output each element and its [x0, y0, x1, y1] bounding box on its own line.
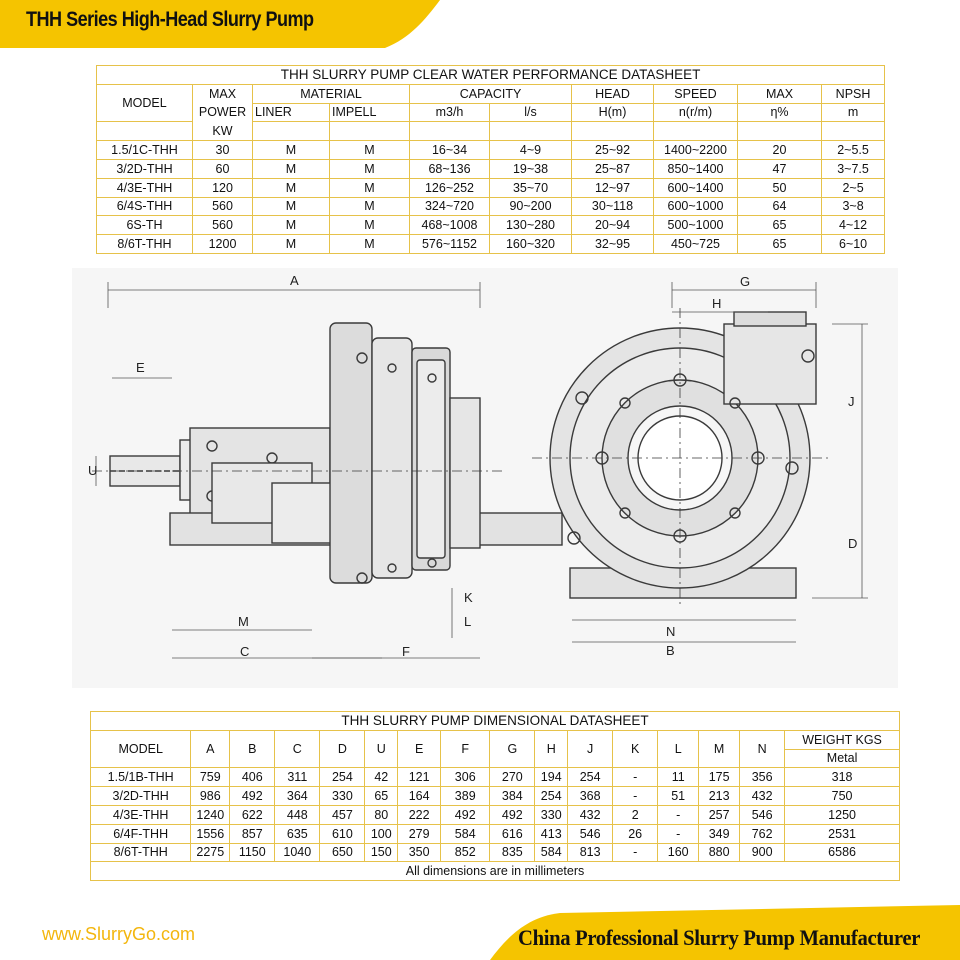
table-row	[91, 843, 900, 862]
footnote-row	[91, 862, 900, 881]
table-cell: 100	[365, 824, 398, 843]
header-max-power: MAX	[193, 84, 253, 103]
table-cell: 432	[568, 805, 613, 824]
table-cell: 3~8	[822, 197, 885, 216]
table-cell: 50	[738, 178, 822, 197]
table-cell: 1150	[230, 843, 275, 862]
dim-label-u: U	[88, 463, 98, 478]
dim-label-n: N	[666, 624, 676, 639]
header-max-eff: MAX	[738, 84, 822, 103]
table-cell: 175	[699, 768, 740, 787]
table-cell: 68~136	[410, 159, 490, 178]
dim-label-b: B	[666, 643, 675, 658]
table-cell: 126~252	[410, 178, 490, 197]
header-blank	[330, 122, 410, 141]
header-dim-u: U	[365, 730, 398, 768]
table-cell: 1200	[193, 235, 253, 254]
header-dim-b: B	[230, 730, 275, 768]
table-cell: 1.5/1B-THH	[91, 768, 191, 787]
table-cell: 32~95	[572, 235, 654, 254]
table-cell: 1.5/1C-THH	[97, 141, 193, 160]
table-cell: 30	[193, 141, 253, 160]
dim-label-j: J	[848, 394, 855, 409]
table-cell: 2275	[191, 843, 230, 862]
dim-label-k: K	[464, 590, 473, 605]
header-eta: η%	[738, 103, 822, 122]
table-row	[97, 159, 885, 178]
table-cell: 12~97	[572, 178, 654, 197]
table-cell: -	[613, 787, 658, 806]
table-cell: 635	[275, 824, 320, 843]
table-cell: 130~280	[490, 216, 572, 235]
table-cell: 622	[230, 805, 275, 824]
table-cell: 762	[740, 824, 785, 843]
table-cell: 900	[740, 843, 785, 862]
table-cell: 349	[699, 824, 740, 843]
table-cell: 20~94	[572, 216, 654, 235]
table-title-row	[91, 712, 900, 731]
table-cell: 1040	[275, 843, 320, 862]
table-cell: 610	[320, 824, 365, 843]
table-cell: 8/6T-THH	[97, 235, 193, 254]
table-cell: M	[253, 235, 330, 254]
table-cell: 560	[193, 216, 253, 235]
header-dim-h: H	[535, 730, 568, 768]
header-ls: l/s	[490, 103, 572, 122]
table-cell: 6S-TH	[97, 216, 193, 235]
dimensional-table	[90, 711, 900, 881]
website-link[interactable]: www.SlurryGo.com	[42, 924, 196, 944]
header-blank	[97, 122, 193, 141]
header-row	[97, 103, 885, 122]
table-cell: 584	[441, 824, 490, 843]
header-m: m	[822, 103, 885, 122]
table-cell: 26	[613, 824, 658, 843]
dimensional-body	[91, 768, 900, 862]
table-row	[91, 824, 900, 843]
header-capacity: CAPACITY	[410, 84, 572, 103]
table-cell: 35~70	[490, 178, 572, 197]
header-dim-e: E	[398, 730, 441, 768]
table-cell: 406	[230, 768, 275, 787]
table-cell: 880	[699, 843, 740, 862]
weight-subheader: Metal	[785, 749, 900, 768]
table-cell: M	[330, 178, 410, 197]
table-cell: 324~720	[410, 197, 490, 216]
table-cell: 19~38	[490, 159, 572, 178]
table-cell: 64	[738, 197, 822, 216]
header-row	[97, 122, 885, 141]
table-cell: 164	[398, 787, 441, 806]
table-cell: -	[613, 768, 658, 787]
table-cell: 500~1000	[654, 216, 738, 235]
table-cell: 492	[490, 805, 535, 824]
header-blank	[410, 122, 490, 141]
table-cell: 270	[490, 768, 535, 787]
header-blank	[253, 122, 330, 141]
header-dim-n: N	[740, 730, 785, 768]
table-cell: 30~118	[572, 197, 654, 216]
dim-label-d: D	[848, 536, 858, 551]
table-cell: 1556	[191, 824, 230, 843]
table-row	[91, 768, 900, 787]
header-head: HEAD	[572, 84, 654, 103]
table-cell: 576~1152	[410, 235, 490, 254]
dim-label-h: H	[712, 296, 722, 311]
header-speed: SPEED	[654, 84, 738, 103]
table-title-row	[97, 66, 885, 85]
dim-label-l: L	[464, 614, 472, 629]
table-cell: 1400~2200	[654, 141, 738, 160]
table-cell: 835	[490, 843, 535, 862]
table-cell: 121	[398, 768, 441, 787]
header-row	[97, 84, 885, 103]
dim-label-c: C	[240, 644, 250, 659]
header-blank	[654, 122, 738, 141]
table-cell: 42	[365, 768, 398, 787]
performance-body	[97, 141, 885, 254]
table-cell: 222	[398, 805, 441, 824]
table-cell: 356	[740, 768, 785, 787]
table-cell: 6/4F-THH	[91, 824, 191, 843]
table-cell: 368	[568, 787, 613, 806]
table-cell: 160~320	[490, 235, 572, 254]
table-cell: 986	[191, 787, 230, 806]
header-banner	[0, 0, 440, 48]
table-cell: M	[253, 178, 330, 197]
table-cell: 4~12	[822, 216, 885, 235]
table-cell: 311	[275, 768, 320, 787]
header-hm: H(m)	[572, 103, 654, 122]
page-title: THH Series High-Head Slurry Pump	[26, 8, 314, 31]
table-cell: 330	[535, 805, 568, 824]
table-cell: M	[330, 216, 410, 235]
table-cell: M	[330, 197, 410, 216]
table-cell: 90~200	[490, 197, 572, 216]
pump-drawing	[72, 268, 898, 688]
table-cell: 750	[785, 787, 900, 806]
table-cell: M	[253, 216, 330, 235]
table-cell: M	[330, 141, 410, 160]
dim-label-m: M	[238, 614, 249, 629]
table-row	[97, 216, 885, 235]
table-cell: 25~87	[572, 159, 654, 178]
header-dim-a: A	[191, 730, 230, 768]
dim-label-e: E	[136, 360, 145, 375]
table-cell: 600~1400	[654, 178, 738, 197]
table-cell: 616	[490, 824, 535, 843]
table-cell: 254	[535, 787, 568, 806]
table-cell: 3/2D-THH	[91, 787, 191, 806]
dim-label-f: F	[402, 644, 410, 659]
table-cell: 850~1400	[654, 159, 738, 178]
table-cell: 413	[535, 824, 568, 843]
table-cell: 257	[699, 805, 740, 824]
header-model: MODEL	[97, 84, 193, 122]
header-dim-m: M	[699, 730, 740, 768]
table-cell: 150	[365, 843, 398, 862]
dim-label-a: A	[290, 273, 299, 288]
table-row	[91, 805, 900, 824]
manufacturer-tagline: China Professional Slurry Pump Manufacturer	[518, 925, 921, 950]
header-impell: IMPELL	[330, 103, 410, 122]
table-cell: 6~10	[822, 235, 885, 254]
table-cell: 11	[658, 768, 699, 787]
table-cell: 759	[191, 768, 230, 787]
table-cell: 600~1000	[654, 197, 738, 216]
dim-label-g: G	[740, 274, 751, 289]
table-cell: 350	[398, 843, 441, 862]
header-material: MATERIAL	[253, 84, 410, 103]
table-cell: 47	[738, 159, 822, 178]
header-nrm: n(r/m)	[654, 103, 738, 122]
table-cell: 813	[568, 843, 613, 862]
performance-title: THH SLURRY PUMP CLEAR WATER PERFORMANCE DATASHEET	[97, 66, 885, 85]
table-cell: 492	[230, 787, 275, 806]
performance-table	[96, 65, 885, 254]
header-blank	[822, 122, 885, 141]
header-dim-c: C	[275, 730, 320, 768]
table-cell: 546	[568, 824, 613, 843]
table-cell: 16~34	[410, 141, 490, 160]
table-row	[97, 235, 885, 254]
header-blank	[572, 122, 654, 141]
header-power: POWER	[193, 103, 253, 122]
header-dim-d: D	[320, 730, 365, 768]
table-cell: 20	[738, 141, 822, 160]
table-cell: 448	[275, 805, 320, 824]
table-cell: 492	[441, 805, 490, 824]
table-cell: 194	[535, 768, 568, 787]
header-dim-l: L	[658, 730, 699, 768]
table-cell: 51	[658, 787, 699, 806]
header-dim-g: G	[490, 730, 535, 768]
table-cell: 6586	[785, 843, 900, 862]
table-cell: 389	[441, 787, 490, 806]
header-m3h: m3/h	[410, 103, 490, 122]
table-cell: 6/4S-THH	[97, 197, 193, 216]
table-cell: 306	[441, 768, 490, 787]
table-cell: M	[330, 159, 410, 178]
table-cell: 254	[568, 768, 613, 787]
table-cell: 468~1008	[410, 216, 490, 235]
header-row	[91, 730, 900, 749]
table-cell: 2~5.5	[822, 141, 885, 160]
table-cell: -	[658, 805, 699, 824]
table-cell: 457	[320, 805, 365, 824]
table-cell: 384	[490, 787, 535, 806]
table-cell: M	[330, 235, 410, 254]
table-cell: 318	[785, 768, 900, 787]
header-liner: LINER	[253, 103, 330, 122]
table-cell: M	[253, 141, 330, 160]
table-cell: 4/3E-THH	[97, 178, 193, 197]
table-cell: 80	[365, 805, 398, 824]
header-blank	[490, 122, 572, 141]
table-cell: M	[253, 197, 330, 216]
dimension-footnote: All dimensions are in millimeters	[91, 862, 900, 881]
header-weight: WEIGHT KGS	[785, 730, 900, 749]
table-cell: 546	[740, 805, 785, 824]
table-cell: 1250	[785, 805, 900, 824]
table-cell: 330	[320, 787, 365, 806]
table-cell: 254	[320, 768, 365, 787]
header-kw: KW	[193, 122, 253, 141]
table-cell: 857	[230, 824, 275, 843]
table-cell: 2	[613, 805, 658, 824]
table-cell: 65	[738, 216, 822, 235]
header-model: MODEL	[91, 730, 191, 768]
table-cell: 65	[365, 787, 398, 806]
header-dim-j: J	[568, 730, 613, 768]
table-cell: 279	[398, 824, 441, 843]
table-cell: 4~9	[490, 141, 572, 160]
table-cell: 450~725	[654, 235, 738, 254]
table-cell: -	[613, 843, 658, 862]
table-cell: 852	[441, 843, 490, 862]
table-cell: 120	[193, 178, 253, 197]
table-cell: 364	[275, 787, 320, 806]
table-cell: 1240	[191, 805, 230, 824]
table-cell: 560	[193, 197, 253, 216]
table-row	[97, 141, 885, 160]
header-dim-f: F	[441, 730, 490, 768]
header-blank	[738, 122, 822, 141]
table-cell: 4/3E-THH	[91, 805, 191, 824]
table-cell: M	[253, 159, 330, 178]
table-cell: -	[658, 824, 699, 843]
table-cell: 8/6T-THH	[91, 843, 191, 862]
table-cell: 65	[738, 235, 822, 254]
table-cell: 2531	[785, 824, 900, 843]
table-cell: 213	[699, 787, 740, 806]
table-cell: 2~5	[822, 178, 885, 197]
table-cell: 650	[320, 843, 365, 862]
table-cell: 25~92	[572, 141, 654, 160]
table-cell: 60	[193, 159, 253, 178]
dimensional-title: THH SLURRY PUMP DIMENSIONAL DATASHEET	[91, 712, 900, 731]
table-cell: 432	[740, 787, 785, 806]
table-cell: 584	[535, 843, 568, 862]
table-row	[97, 178, 885, 197]
table-row	[97, 197, 885, 216]
table-row	[91, 787, 900, 806]
header-npsh: NPSH	[822, 84, 885, 103]
table-cell: 3/2D-THH	[97, 159, 193, 178]
table-cell: 160	[658, 843, 699, 862]
table-cell: 3~7.5	[822, 159, 885, 178]
header-dim-k: K	[613, 730, 658, 768]
